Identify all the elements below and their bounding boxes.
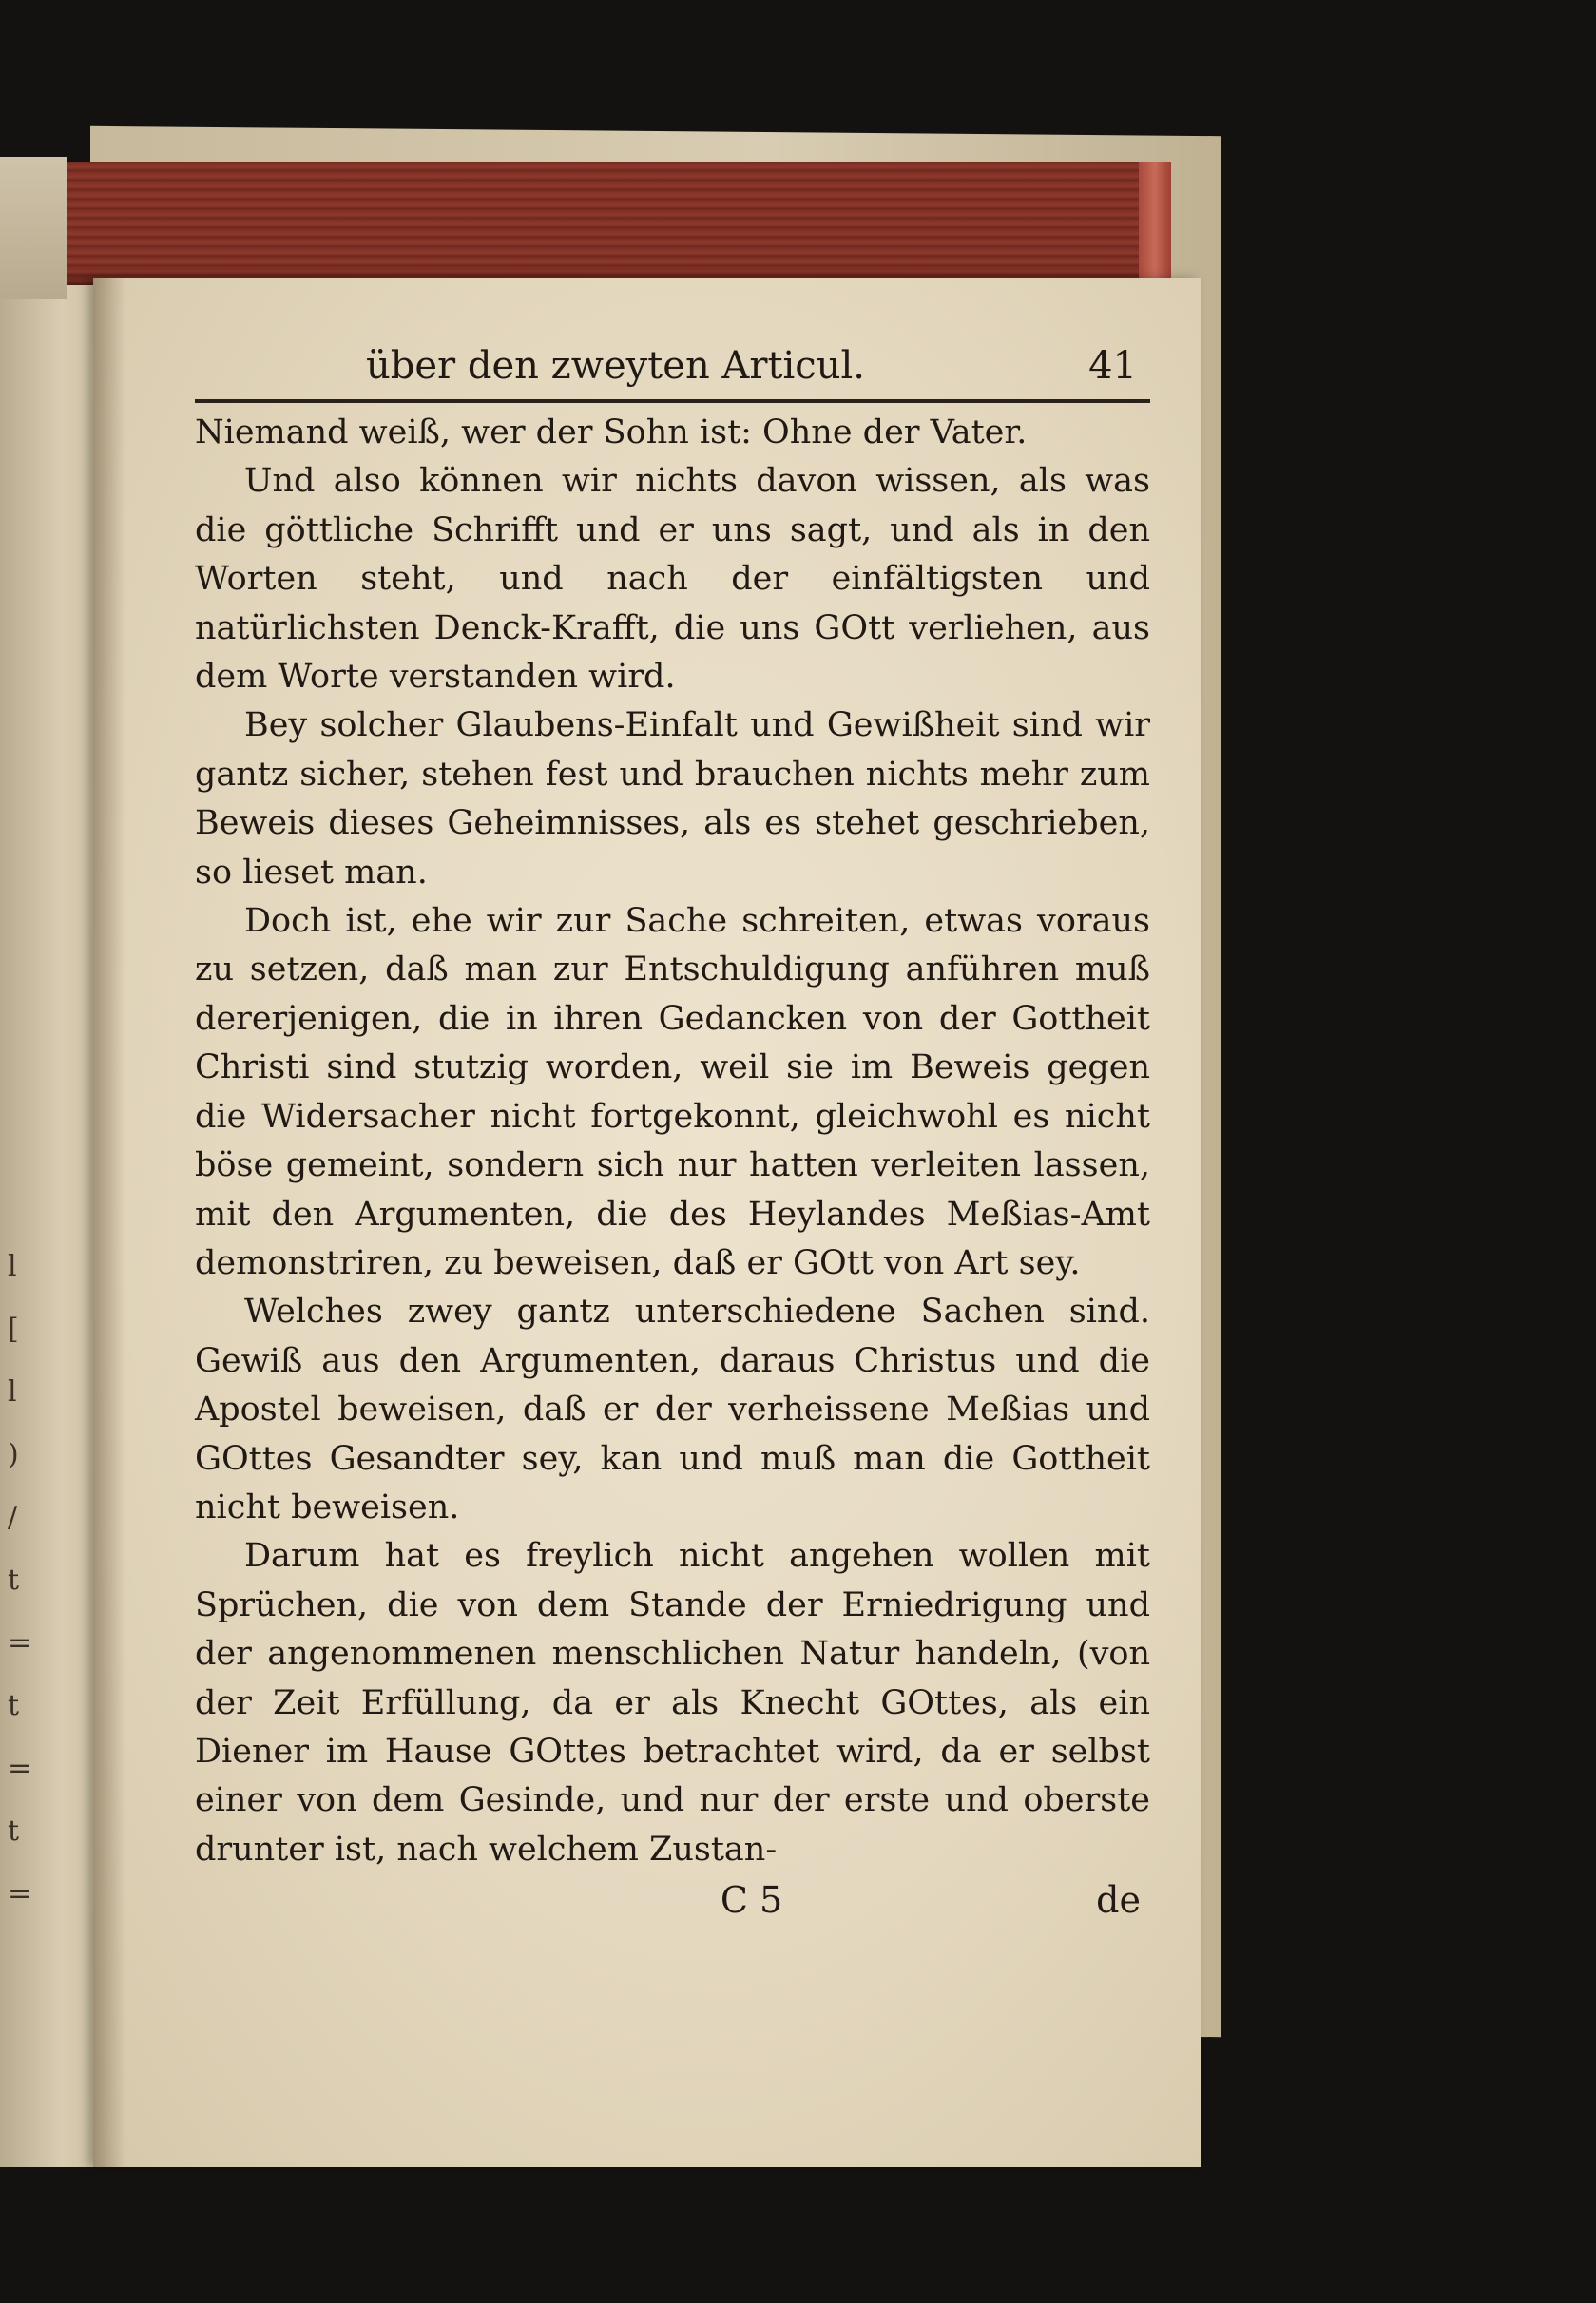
header-rule: [195, 399, 1150, 403]
left-page-top: [0, 157, 67, 299]
paragraph: Und also können wir nichts davon wissen, als was die göttliche Schrifft und er uns sagt, und als in den Worten steht, und nach der einfältigsten und natürlichsten Denck-Krafft, die uns GOtt verliehen, aus dem Worte verstanden wird.: [195, 462, 1150, 697]
page-footer: [195, 1876, 1150, 1924]
margin-mark: t: [8, 1814, 20, 1848]
margin-mark: =: [8, 1752, 32, 1785]
red-page-edges: [46, 162, 1167, 285]
margin-mark: t: [8, 1564, 20, 1597]
running-header: [195, 342, 1150, 390]
margin-mark: =: [8, 1877, 32, 1910]
page-gutter-shadow: [93, 278, 125, 2167]
page-number: 41: [1088, 344, 1137, 388]
margin-mark: [: [8, 1313, 19, 1346]
paragraph: Niemand weiß, wer der Sohn ist: Ohne der Vater.: [195, 413, 1028, 451]
margin-mark: =: [8, 1626, 32, 1660]
margin-mark: ): [8, 1438, 19, 1471]
running-title: über den zweyten Articul.: [366, 344, 865, 388]
paragraph: Doch ist, ehe wir zur Sache schreiten, etwas voraus zu setzen, daß man zur Entschuldigung anführen muß dererjenigen, die in ihren Gedancken von der Gottheit Christi sind stutzig worden, weil sie im Beweis gegen die Widersacher nicht fortgekonnt, gleichwohl es nicht böse gemeint, sondern sich nur hatten verleiten lassen, mit den Argumenten, die des Heylandes Meßias-Amt demonstriren, zu beweisen, daß er GOtt von Art sey.: [195, 902, 1150, 1282]
catchword: de: [1096, 1879, 1141, 1922]
left-margin-marks: [8, 1236, 32, 1926]
signature-mark: C 5: [720, 1879, 783, 1922]
page-body: [195, 409, 1150, 1874]
paragraph: Darum hat es freylich nicht angehen wollen mit Sprüchen, die von dem Stande der Erniedrigung und der angenommenen menschlichen Natur handeln, (von der Zeit Erfüllung, da er als Knecht GOttes, als ein Diener im Hause GOttes betrachtet wird, da er selbst einer von dem Gesinde, und nur der erste und oberste drunter ist, nach welchem Zustan-: [195, 1537, 1150, 1869]
page-text-block: [195, 342, 1150, 1924]
margin-mark: t: [8, 1689, 20, 1722]
paragraph: Bey solcher Glaubens-Einfalt und Gewißheit sind wir gantz sicher, stehen fest und brauchen nichts mehr zum Beweis dieses Geheimnisses, als es stehet geschrieben, so lieset man.: [195, 706, 1150, 892]
margin-mark: /: [8, 1501, 18, 1534]
margin-mark: l: [8, 1250, 17, 1283]
paragraph: Welches zwey gantz unterschiedene Sachen sind. Gewiß aus den Argumenten, daraus Christus und die Apostel beweisen, daß er der verheissene Meßias und GOttes Gesandter sey, kan und muß man die Gottheit nicht beweisen.: [195, 1293, 1150, 1526]
margin-mark: l: [8, 1375, 17, 1409]
